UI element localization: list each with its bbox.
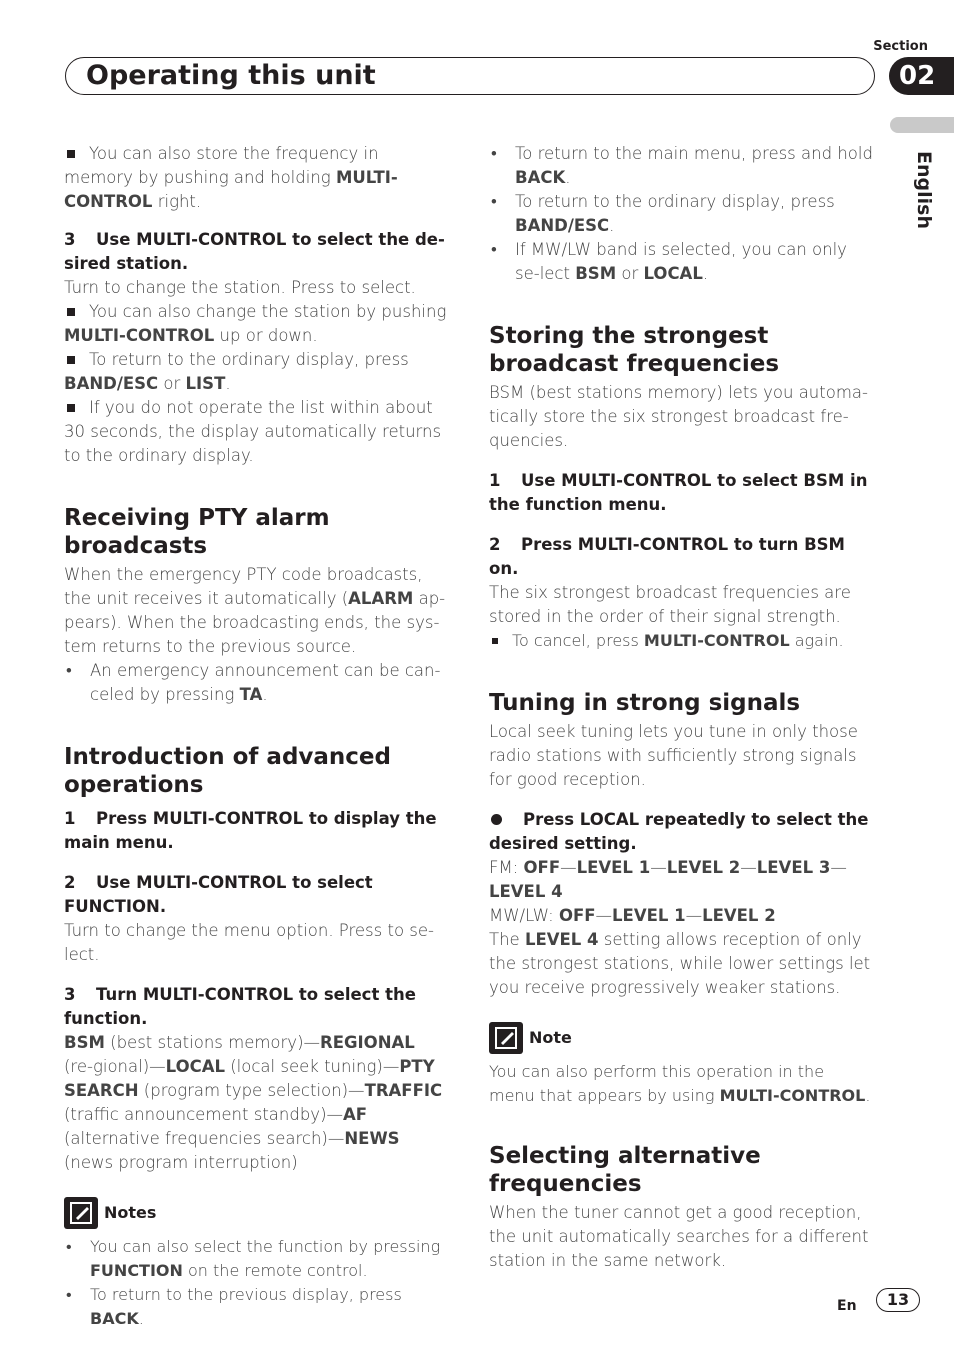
af-heading: Selecting alternative frequencies — [489, 1143, 761, 1197]
right-column — [489, 142, 873, 1273]
square-bullet-icon — [67, 404, 75, 412]
list-item: • To return to the ordinary display, press BAND/ESC. — [489, 190, 873, 238]
note-bullet: You can also change the station by pushing MULTI-CONTROL up or down. — [64, 302, 447, 345]
page-title: Operating this unit — [86, 60, 376, 91]
pty-heading: Receiving PTY alarm broadcasts — [64, 505, 330, 559]
square-bullet-icon — [492, 638, 498, 644]
left-column — [64, 142, 448, 1331]
footer-language: En — [837, 1298, 857, 1314]
cancel-note: To cancel, press MULTI-CONTROL again. — [489, 629, 873, 653]
bsm-body: BSM (best stations memory) lets you automa-tically store the six strongest broadcast fre-quencies. — [489, 383, 868, 450]
list-item: • An emergency announcement can be can-celed by pressing TA. — [64, 659, 448, 707]
note-header — [489, 1022, 873, 1054]
page-number: 13 — [876, 1288, 920, 1312]
bsm-step-2: 2 Press MULTI-CONTROL to turn BSM on. — [489, 535, 845, 578]
tuning-body: Local seek tuning lets you tune in only those radio stations with sufficiently strong signals for good reception. — [489, 722, 858, 789]
notes-label: Notes — [104, 1203, 157, 1222]
note-body: You can also perform this operation in the menu that appears by using MULTI-CONTROL. — [489, 1062, 871, 1105]
square-bullet-icon — [67, 150, 75, 158]
pencil-note-icon — [489, 1022, 523, 1054]
tuning-step: Press LOCAL repeatedly to select the desired setting. — [489, 810, 869, 853]
step-3-function: 3 Turn MULTI-CONTROL to select the function. — [64, 985, 416, 1028]
title-bar — [65, 57, 875, 95]
note-label: Note — [529, 1028, 572, 1047]
section-label: Section — [873, 39, 928, 54]
fm-levels: FM: OFF—LEVEL 1—LEVEL 2—LEVEL 3—LEVEL 4 — [489, 858, 847, 901]
notes-header — [64, 1197, 448, 1229]
language-tab — [890, 117, 954, 133]
step-2-body: Turn to change the menu option. Press to se-lect. — [64, 921, 434, 964]
step-2: 2 Use MULTI-CONTROL to select FUNCTION. — [64, 873, 373, 916]
mw-levels: MW/LW: OFF—LEVEL 1—LEVEL 2 — [489, 906, 776, 925]
step-3: 3 Use MULTI-CONTROL to select the de-sired station. — [64, 230, 445, 273]
square-bullet-icon — [67, 356, 75, 364]
note-bullet: If you do not operate the list within about 30 seconds, the display automatically returns to the ordinary display. — [64, 398, 442, 465]
bsm-step-1: 1 Use MULTI-CONTROL to select BSM in the function menu. — [489, 471, 868, 514]
square-bullet-icon — [67, 308, 75, 316]
list-item: • If MW/LW band is selected, you can only se-lect BSM or LOCAL. — [489, 238, 873, 286]
language-label: English — [913, 151, 935, 229]
af-body: When the tuner cannot get a good reception, the unit automatically searches for a different station in the same network. — [489, 1203, 869, 1270]
section-number: 02 — [889, 57, 954, 95]
pencil-note-icon — [64, 1197, 98, 1229]
pty-bullets — [64, 659, 448, 707]
step-1: 1 Press MULTI-CONTROL to display the main menu. — [64, 809, 437, 852]
advanced-heading: Introduction of advanced operations — [64, 744, 391, 798]
list-item: • To return to the main menu, press and hold BACK. — [489, 142, 873, 190]
list-item: • To return to the previous display, press BACK. — [64, 1283, 448, 1331]
pty-body: When the emergency PTY code broadcasts, the unit receives it automatically (ALARM ap-pears). When the broadcasting ends, the sys-tem returns to the previous source. — [64, 565, 446, 656]
notes-list — [64, 1235, 448, 1331]
function-list: BSM (best stations memory)—REGIONAL (re-gional)—LOCAL (local seek tuning)—PTY SEARCH (program type selection)—TRAFFIC (traffic announcement standby)—AF (alternative frequencies search)—NEWS (news program interruption) — [64, 1033, 443, 1172]
step-3-body: Turn to change the station. Press to select. — [64, 278, 416, 297]
level-description: The LEVEL 4 setting allows reception of only the strongest stations, while lower settings let you receive progressively weaker stations. — [489, 930, 871, 997]
bsm-step-2-body: The six strongest broadcast frequencies are stored in the order of their signal strength. — [489, 583, 851, 626]
note-bullet: You can also store the frequency in memory by pushing and holding MULTI-CONTROL right. — [64, 144, 398, 211]
tuning-heading: Tuning in strong signals — [489, 690, 801, 716]
list-item: • You can also select the function by pressing FUNCTION on the remote control. — [64, 1235, 448, 1283]
note-bullet: To return to the ordinary display, press BAND/ESC or LIST. — [64, 350, 409, 393]
menu-bullets — [489, 142, 873, 286]
round-bullet-icon — [491, 814, 502, 825]
bsm-heading: Storing the strongest broadcast frequencies — [489, 323, 780, 377]
